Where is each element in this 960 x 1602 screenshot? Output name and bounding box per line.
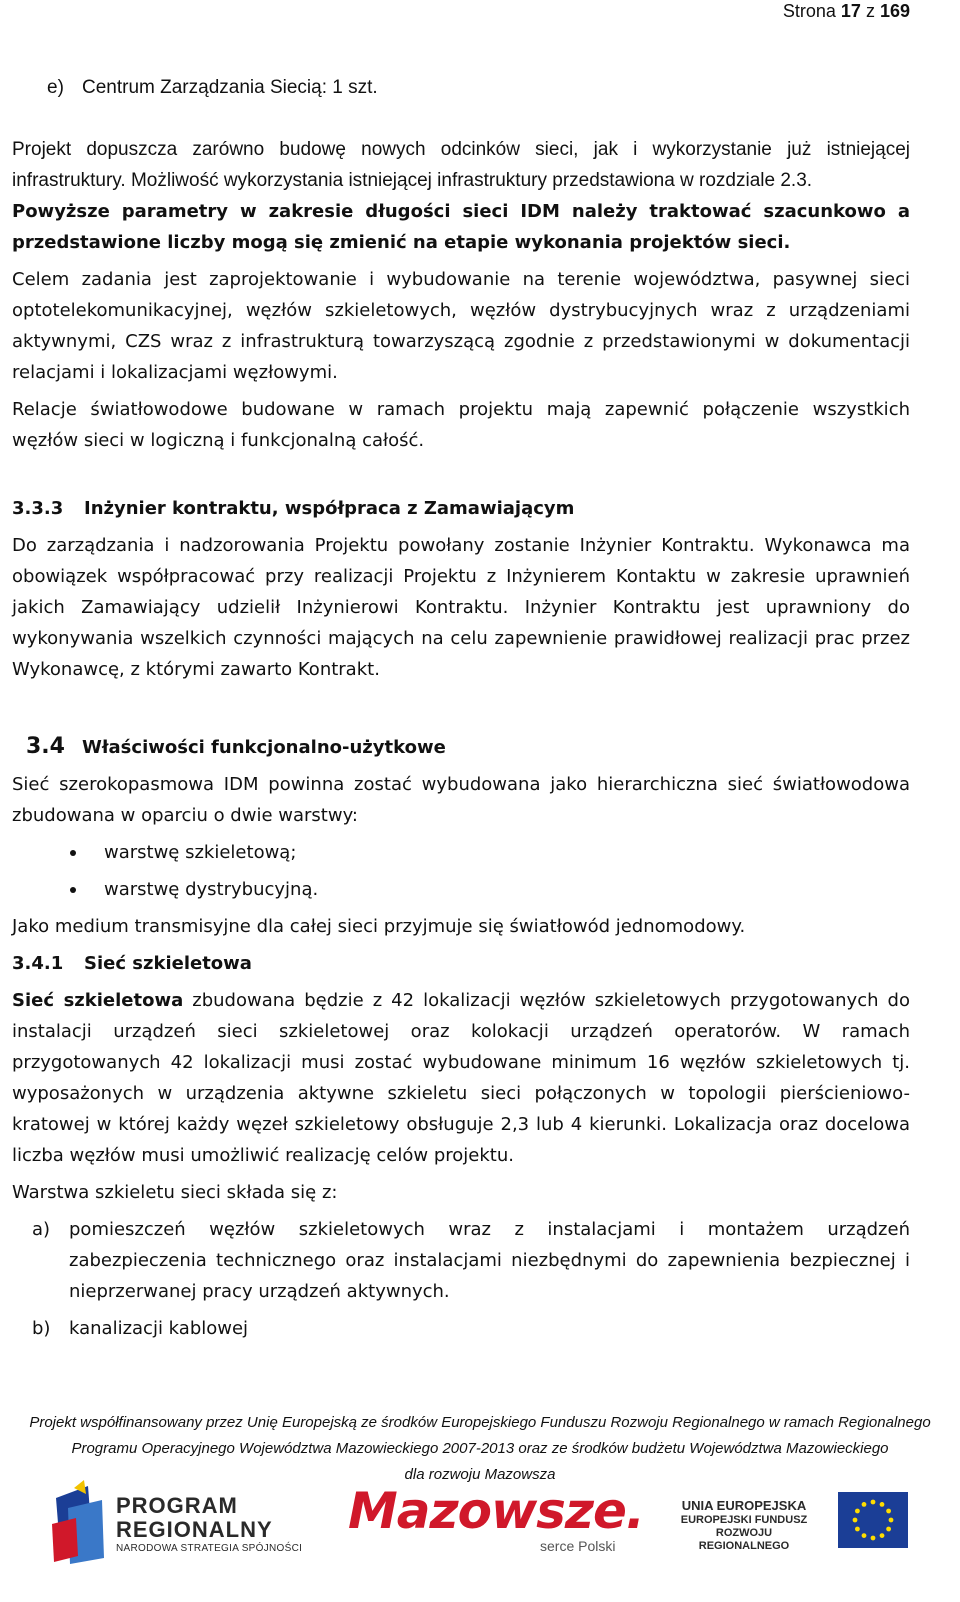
mazowsze-logo xyxy=(348,1482,644,1572)
eu-logo xyxy=(670,1492,910,1562)
footer-logos xyxy=(0,1470,960,1602)
section-number: 3.4.1 xyxy=(12,953,64,974)
list-item-e xyxy=(12,72,910,103)
logo-text: PROGRAM xyxy=(116,1493,238,1518)
paragraph-task-goal: Celem zadania jest zaprojektowanie i wybudowanie na terenie województwa, pasywnej sieci optotelekomunikacyjnej, węzłów szkieletowych, węzłów dystrybucyjnych wraz z urządzeniami aktywnymi, CZS wraz z infrastrukturą towarzyszącą zgodnie z przedstawionymi w dokumentacji relacjami i lokalizacjami węzłowymi. xyxy=(12,269,910,383)
logo-text: ROZWOJU REGIONALNEGO xyxy=(698,1527,790,1552)
logo-text: EUROPEJSKI FUNDUSZ xyxy=(680,1514,808,1526)
logo-text: UNIA EUROPEJSKA xyxy=(681,1498,807,1513)
list-item xyxy=(12,837,910,868)
list-item-text: warstwę szkieletową; xyxy=(104,842,297,863)
document-body xyxy=(12,72,910,1350)
list-item xyxy=(12,874,910,905)
program-regionalny-logo xyxy=(48,1478,318,1568)
logo-text: serce Polski xyxy=(540,1538,616,1554)
list-item-text: pomieszczeń węzłów szkieletowych wraz z instalacjami i montażem urządzeń zabezpieczenia technicznego oraz instalacjami niezbędnymi do zapewnienia bezpiecznej i nieprzerwanej pracy urządzeń aktywnych. xyxy=(69,1219,910,1302)
section-number: 3.4 xyxy=(26,734,65,759)
section-title: Właściwości funkcjonalno-użytkowe xyxy=(82,737,446,758)
list-item-text: warstwę dystrybucyjną. xyxy=(104,879,319,900)
list-item-text: kanalizacji kablowej xyxy=(69,1318,249,1339)
footer-line: Programu Operacyjnego Województwa Mazowieckiego 2007-2013 oraz ze środków budżetu Województwa Mazowieckiego xyxy=(71,1440,889,1457)
list-item-label: e) xyxy=(47,77,64,98)
section-number: 3.3.3 xyxy=(12,498,64,519)
eu-stars-icon xyxy=(838,1492,908,1548)
backbone-components-list xyxy=(12,1214,910,1344)
paragraph-text: zbudowana będzie z 42 lokalizacji węzłów szkieletowych przygotowanych do instalacji urządzeń sieci szkieletowej oraz kolokacji urządzeń operatorów. W ramach przygotowanych 42 lokalizacji musi zostać wybudowane minimum 16 węzłów szkieletowych tj. wyposażonych w urządzenia aktywne szkieletu sieci połączonych w topologii pierścieniowo-kratowej w której każdy węzeł szkieletowy obsługuje 2,3 lub 4 kierunki. Lokalizacja oraz docelowa liczba węzłów musi umożliwić realizację celów projektu. xyxy=(12,990,910,1166)
page-current: 17 xyxy=(840,1,861,21)
paragraph-network-intro: Sieć szerokopasmowa IDM powinna zostać wybudowana jako hierarchiczna sieć światłowodowa zbudowana w oparciu o dwie warstwy: xyxy=(12,774,910,826)
list-item-text: Centrum Zarządzania Siecią: 1 szt. xyxy=(82,77,378,98)
paragraph-contract-engineer: Do zarządzania i nadzorowania Projektu powołany zostanie Inżynier Kontraktu. Wykonawca ma obowiązek współpracować przy realizacji Projektu z Inżynierem Kontaktu w zakresie uprawnień jakich Zamawiający udzielił Inżynierowi Kontraktu. Inżynier Kontraktu jest uprawniony do wykonywania wszelkich czynności mających na celu zapewnienie prawidłowej realizacji prac przez Wykonawcę, z którymi zawarto Kontrakt. xyxy=(12,535,910,680)
page-prefix: Strona xyxy=(782,1,836,21)
paragraph-fiber-relations: Relacje światłowodowe budowane w ramach projektu mają zapewnić połączenie wszystkich węzłów sieci w logiczną i funkcjonalną całość. xyxy=(12,399,910,451)
list-item xyxy=(12,1313,910,1344)
paragraph-backbone xyxy=(12,985,910,1171)
bold-lead: Sieć szkieletowa xyxy=(12,990,184,1011)
section-title: Sieć szkieletowa xyxy=(84,953,252,974)
footer-line: Projekt współfinansowany przez Unię Europejską ze środków Europejskiego Funduszu Rozwoju Regionalnego w ramach Regionalnego xyxy=(29,1414,931,1431)
program-regionalny-emblem-icon xyxy=(48,1478,110,1568)
paragraph-medium: Jako medium transmisyjne dla całej sieci przyjmuje się światłowód jednomodowy. xyxy=(12,916,746,937)
bullet-icon xyxy=(70,850,76,856)
list-item xyxy=(12,1214,910,1307)
page-number xyxy=(783,0,910,22)
section-heading-3-4 xyxy=(12,731,910,763)
footer-line: dla rozwoju Mazowsza xyxy=(404,1466,556,1483)
logo-text: NARODOWA STRATEGIA SPÓJNOŚCI xyxy=(116,1543,303,1554)
bullet-icon xyxy=(70,887,76,893)
page-separator: z xyxy=(865,1,875,21)
paragraph-infrastructure: Projekt dopuszcza zarówno budowę nowych odcinków sieci, jak i wykorzystanie już istniejącej infrastruktury. Możliwość wykorzystania istniejącej infrastruktury przedstawiona w rozdziale 2.3. xyxy=(12,139,910,191)
section-title: Inżynier kontraktu, współpraca z Zamawiającym xyxy=(84,498,575,519)
list-item-label: b) xyxy=(32,1318,51,1339)
section-heading-3-3-3 xyxy=(12,493,910,524)
layers-list xyxy=(12,837,910,905)
list-item-label: a) xyxy=(32,1219,51,1240)
paragraph-layer-intro: Warstwa szkieletu sieci składa się z: xyxy=(12,1182,338,1203)
logo-text: REGIONALNY xyxy=(116,1517,273,1542)
paragraph-parameters-note: Powyższe parametry w zakresie długości sieci IDM należy traktować szacunkowo a przedstawione liczby mogą się zmienić na etapie wykonania projektów sieci. xyxy=(12,201,910,253)
eu-flag-icon xyxy=(838,1492,908,1548)
page-total: 169 xyxy=(879,1,910,21)
section-heading-3-4-1 xyxy=(12,948,910,979)
logo-text: Mazowsze. xyxy=(348,1482,644,1540)
